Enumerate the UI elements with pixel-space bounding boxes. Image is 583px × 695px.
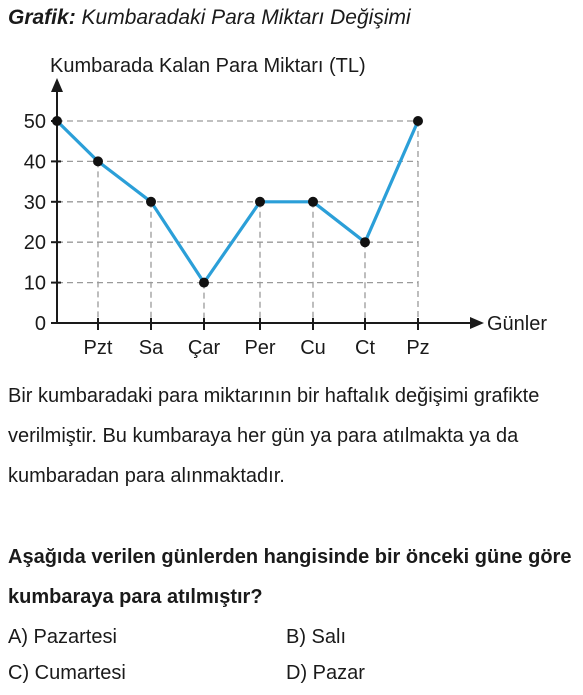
data-point bbox=[199, 278, 209, 288]
y-axis-arrow bbox=[51, 78, 63, 92]
data-point bbox=[52, 116, 62, 126]
option-a[interactable]: A) Pazartesi bbox=[8, 626, 117, 648]
x-tick-label: Sa bbox=[138, 337, 164, 359]
question-text: Aşağıda verilen günlerden hangisinde bir önceki güne göre kumbaraya para atılmıştır? bbox=[8, 546, 572, 608]
x-tick-label: Per bbox=[244, 337, 276, 359]
y-tick-label: 10 bbox=[23, 272, 46, 295]
y-tick-label: 30 bbox=[23, 191, 46, 214]
option-d[interactable]: D) Pazar bbox=[286, 662, 365, 684]
y-tick-label: 40 bbox=[23, 151, 46, 174]
y-tick-label: 50 bbox=[23, 111, 46, 133]
option-b[interactable]: B) Salı bbox=[286, 626, 347, 648]
data-point bbox=[146, 197, 156, 207]
x-tick-label: Çar bbox=[187, 337, 221, 359]
data-point bbox=[413, 116, 423, 126]
title-label: Grafik: bbox=[8, 6, 76, 29]
y-axis-title: Kumbarada Kalan Para Miktarı (TL) bbox=[50, 55, 366, 77]
x-tick-label: Pzt bbox=[83, 337, 113, 359]
x-axis-title: Günler bbox=[487, 313, 548, 335]
data-point bbox=[93, 156, 103, 166]
problem-paragraph: Bir kumbaradaki para miktarının bir haftalık değişimi grafikte verilmiştir. Bu kumbaraya her gün ya para atılmakta ya da kumbaradan para alınmaktadır. bbox=[8, 385, 540, 487]
x-axis-arrow bbox=[470, 317, 484, 329]
data-point bbox=[255, 197, 265, 207]
title-text: Kumbaradaki Para Miktarı Değişimi bbox=[81, 6, 411, 29]
x-tick-label: Cu bbox=[300, 337, 326, 359]
y-tick-label: 0 bbox=[34, 313, 46, 335]
x-tick-label: Ct bbox=[355, 337, 375, 359]
x-tick-label: Pz bbox=[406, 337, 430, 359]
option-c[interactable]: C) Cumartesi bbox=[8, 662, 126, 684]
data-point bbox=[308, 197, 318, 207]
y-tick-label: 20 bbox=[23, 232, 46, 255]
data-point bbox=[360, 237, 370, 247]
